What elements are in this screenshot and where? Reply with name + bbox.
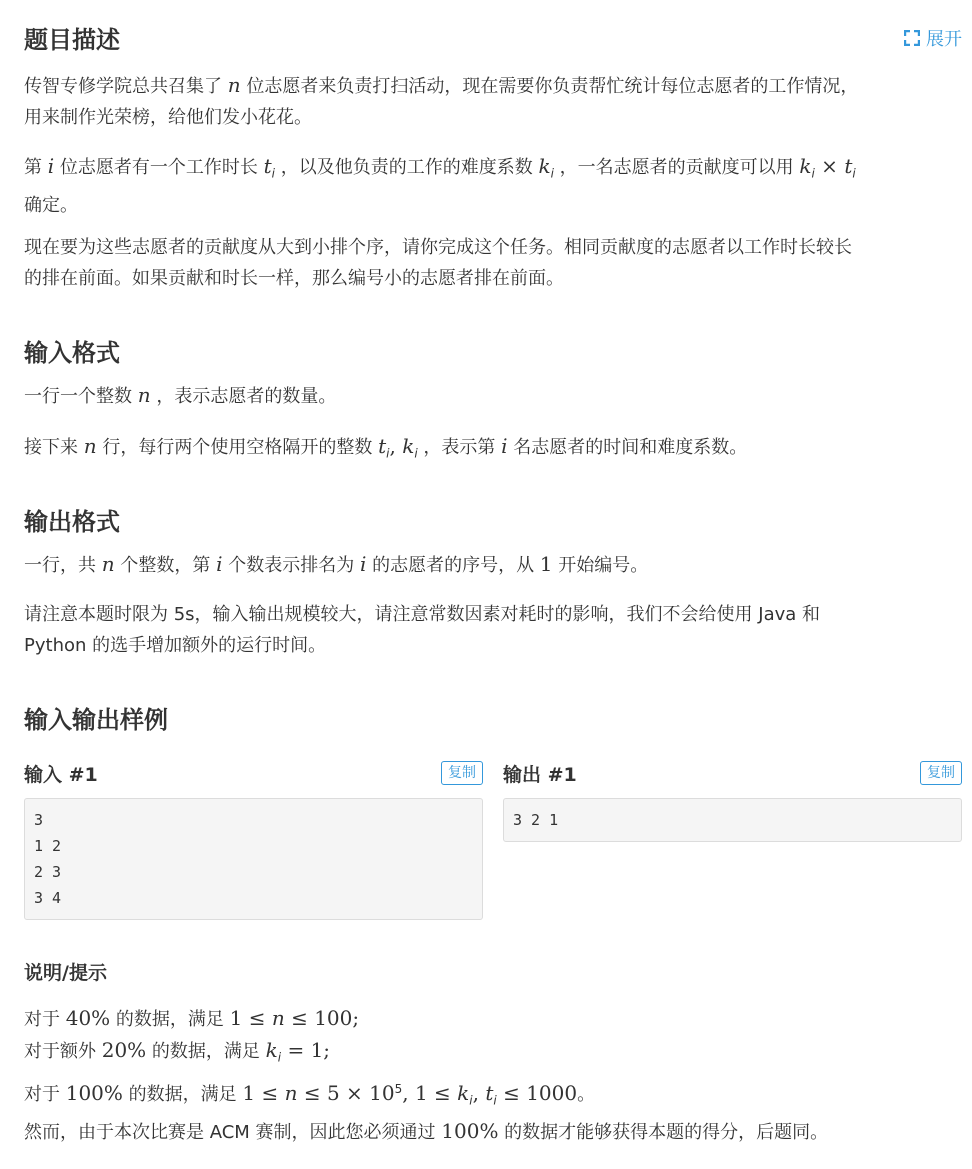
description-header bbox=[24, 20, 962, 55]
output-format-paragraph-1: 一行，共 n 个整数，第 i 个数表示排名为 i 的志愿者的序号，从 1 开始编号。 bbox=[24, 552, 649, 576]
code-line: 1 2 bbox=[34, 837, 62, 855]
input-format-paragraph-1: 一行一个整数 n ，表示志愿者的数量。 bbox=[24, 383, 337, 407]
hint-constraints: 对于 40% 的数据，满足 1 ≤ n ≤ 100; 对于额外 20% 的数据，满足 $k_i = 1$; 对于 100% 的数据，满足 $1 \le n \le 5 \times 10^5$, $1 \le k_i$, $t_i \le 1000$。 bbox=[24, 1006, 596, 1108]
sample-output-label: 输出 #1 bbox=[503, 763, 577, 786]
description-paragraph-3: 现在要为这些志愿者的贡献度从大到小排个序，请你完成这个任务。相同贡献度的志愿者以工作时长较长 的排在前面。如果贡献和时长一样，那么编号小的志愿者排在前面。 bbox=[24, 237, 852, 289]
hint-title: 说明/提示 bbox=[24, 962, 107, 984]
sample-input-label: 输入 #1 bbox=[24, 763, 98, 786]
expand-label: 展开 bbox=[926, 28, 962, 50]
description-paragraph-2: 第 i 位志愿者有一个工作时长 $t_i$ ，以及他负责的工作的难度系数 $k_i$ ，一名志愿者的贡献度可以用 $k_i \times t_i$ 确定。 bbox=[24, 154, 856, 216]
output-format-paragraph-2: 请注意本题时限为 5s，输入输出规模较大，请注意常数因素对耗时的影响，我们不会给使用 Java 和 Python 的选手增加额外的运行时间。 bbox=[24, 604, 821, 656]
code-line: 2 3 bbox=[34, 863, 62, 881]
copy-output-button[interactable]: 复制 bbox=[920, 761, 962, 785]
expand-button[interactable] bbox=[904, 25, 962, 51]
hint-note: 然而，由于本次比赛是 ACM 赛制，因此您必须通过 100% 的数据才能够获得本题的得分，后题同。 bbox=[24, 1119, 829, 1143]
description-paragraph-1: 传智专修学院总共召集了 n 位志愿者来负责打扫活动，现在需要你负责帮忙统计每位志愿者的工作情况， 用来制作光荣榜，给他们发小花花。 bbox=[24, 73, 859, 128]
description-title: 题目描述 bbox=[24, 26, 120, 54]
code-line: 3 4 bbox=[34, 889, 62, 907]
output-format-title: 输出格式 bbox=[24, 508, 120, 536]
input-format-title: 输入格式 bbox=[24, 339, 120, 367]
samples-title: 输入输出样例 bbox=[24, 706, 168, 734]
expand-icon bbox=[904, 30, 920, 46]
copy-input-button[interactable]: 复制 bbox=[441, 761, 483, 785]
input-format-paragraph-2: 接下来 n 行，每行两个使用空格隔开的整数 $t_i$, $k_i$ ，表示第 i 名志愿者的时间和难度系数。 bbox=[24, 434, 748, 461]
sample-output-block bbox=[503, 760, 962, 842]
sample-input-code bbox=[24, 798, 483, 920]
code-line: 3 bbox=[34, 811, 44, 829]
sample-input-block bbox=[24, 760, 483, 920]
sample-output-code bbox=[503, 798, 962, 842]
code-line: 3 2 1 bbox=[513, 811, 559, 829]
